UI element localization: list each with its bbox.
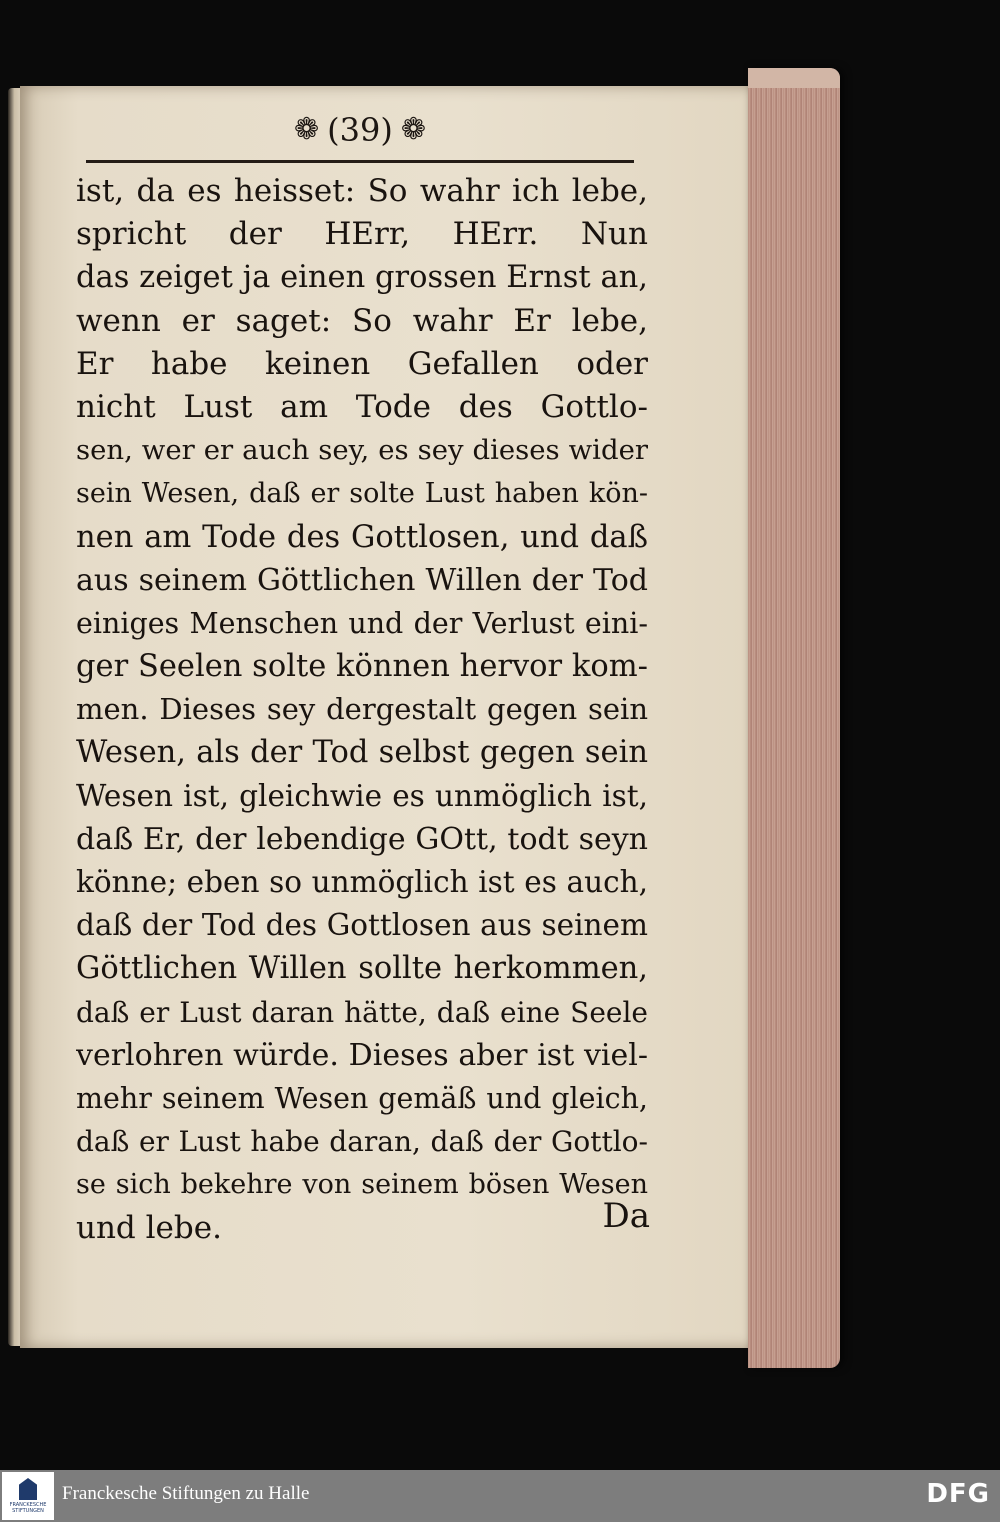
text-line: und lebe.: [76, 1209, 222, 1246]
text-line: Er habe keinen Gefallen oder: [76, 345, 648, 382]
text-line: Göttlichen Willen sollte herkommen,: [76, 951, 648, 987]
ornament-left-icon: ❁: [294, 112, 320, 147]
logo-text: FRANCKESCHE STIFTUNGEN: [9, 1502, 47, 1514]
text-line: daß der Tod des Gottlosen aus seinem: [76, 908, 648, 943]
text-line: nen am Tode des Gottlosen, und daß: [76, 519, 648, 555]
text-line: mehr seinem Wesen gemäß und gleich,: [76, 1081, 648, 1115]
text-line: se sich bekehre von seinem bösen Wesen: [76, 1169, 648, 1201]
text-line: einiges Menschen und der Verlust eini-: [76, 606, 648, 640]
text-line: men. Dieses sey dergestalt gegen sein: [76, 692, 648, 727]
text-line: verlohren würde. Dieses aber ist viel-: [76, 1037, 648, 1073]
dfg-logo[interactable]: DFG: [926, 1479, 990, 1509]
text-line: wenn er saget: So wahr Er lebe,: [76, 302, 648, 339]
building-icon: [19, 1478, 37, 1500]
text-line: ist, da es heisset: So wahr ich lebe,: [76, 173, 648, 209]
book-fore-edge: [748, 68, 840, 1368]
text-line: spricht der HErr, HErr. Nun: [76, 216, 648, 253]
viewer-footer: [0, 1470, 1000, 1522]
header-rule: [86, 160, 634, 163]
text-line: Wesen, als der Tod selbst gegen sein: [76, 735, 648, 771]
text-line: nicht Lust am Tode des Gottlo-: [76, 388, 648, 425]
page-header: [260, 110, 460, 150]
text-line: aus seinem Göttlichen Willen der Tod: [76, 562, 648, 598]
text-line: daß er Lust habe daran, daß der Gottlo-: [76, 1125, 648, 1159]
ornament-right-icon: ❁: [400, 112, 426, 147]
text-line: ger Seelen solte können hervor kom-: [76, 649, 648, 685]
text-line: daß er Lust daran hätte, daß eine Seele: [76, 995, 648, 1029]
page-number: (39): [327, 111, 393, 149]
text-line: Wesen ist, gleichwie es unmöglich ist,: [76, 778, 648, 813]
text-line: könne; eben so unmöglich ist es auch,: [76, 865, 648, 899]
text-line: sein Wesen, daß er solte Lust haben kön-: [76, 478, 648, 510]
catchword: Da: [602, 1196, 650, 1236]
book-fore-edge-top: [748, 68, 840, 88]
institution-logo[interactable]: [2, 1472, 54, 1520]
body-text: [76, 170, 648, 1250]
text-line: das zeiget ja einen grossen Ernst an,: [76, 260, 648, 296]
institution-name[interactable]: Franckesche Stiftungen zu Halle: [62, 1483, 310, 1504]
text-line: daß Er, der lebendige GOtt, todt seyn: [76, 821, 648, 857]
text-line: sen, wer er auch sey, es sey dieses wider: [76, 434, 648, 467]
